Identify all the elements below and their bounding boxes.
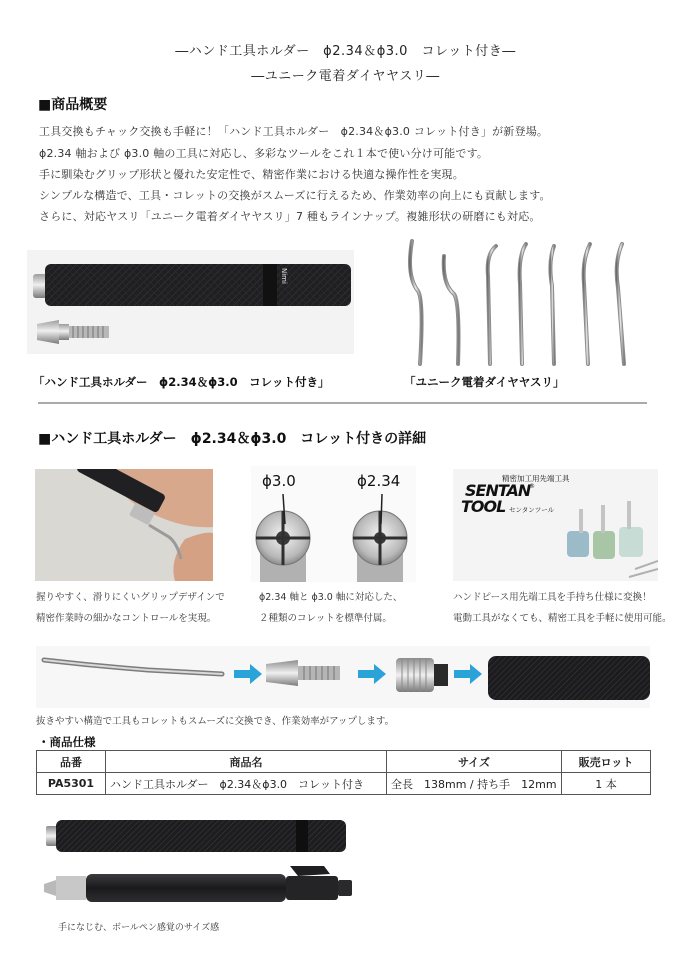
overview-line-3: 手に馴染むグリップ形状と優れた安定性で、精密作業における快適な操作性を実現。: [39, 168, 464, 181]
holder-photo: [27, 250, 354, 354]
flow-text: 抜きやすい構造で工具もコレットもスムーズに交換でき、作業効率がアップします。: [36, 716, 395, 727]
collet-label-3-0: ϕ3.0: [262, 472, 296, 490]
spec-col-size: サイズ: [387, 751, 562, 773]
overview-line-4: シンプルな構造で、工具・コレットの交換がスムーズに行えるため、作業効率の向上にも貢献します。: [39, 189, 551, 202]
overview-line-2: ϕ2.34 軸および ϕ3.0 軸の工具に対応し、多彩なツールをこれ１本で使い分け可能です。: [39, 147, 489, 160]
size-compare-photo: [40, 812, 360, 912]
sentan-text-2: 電動工具がなくても、精密工具を手軽に使用可能。: [453, 613, 672, 624]
spec-heading: ・商品仕様: [38, 735, 96, 749]
size-compare-caption: 手になじむ、ボールペン感覚のサイズ感: [58, 923, 220, 933]
collet-label-2-34: ϕ2.34: [357, 472, 401, 490]
overview-line-5: さらに、対応ヤスリ「ユニーク電着ダイヤヤスリ」7 種もラインナップ。複雑形状の研磨にも対応。: [39, 210, 541, 223]
table-row: [37, 773, 651, 795]
file-photo: [398, 236, 638, 366]
sentan-kana: センタンツール: [509, 506, 555, 514]
spec-cell-lot: 1 本: [562, 773, 651, 795]
spec-cell-product-name: ハンド工具ホルダー ϕ2.34＆ϕ3.0 コレット付き: [106, 773, 387, 795]
sentan-logo-line-2: TOOL: [461, 497, 506, 516]
section-divider: [38, 402, 647, 404]
spec-table-wrap: [36, 750, 651, 795]
sentan-top-label: 精密加工用先端工具: [502, 474, 570, 483]
spec-cell-part-no: PA5301: [37, 773, 106, 795]
sentan-photo: [453, 469, 658, 581]
collet-text-1: ϕ2.34 軸と ϕ3.0 軸に対応した、: [259, 592, 403, 603]
exchange-flow-photo: [36, 646, 650, 708]
overview-line-1: 工具交換もチャック交換も手軽に！「ハンド工具ホルダー ϕ2.34＆ϕ3.0 コレット付き」が新登場。: [39, 125, 549, 138]
spec-col-part-no: 品番: [37, 751, 106, 773]
grip-text-1: 握りやすく、滑りにくいグリップデザインで: [36, 592, 225, 603]
sentan-reg-mark: ®: [529, 483, 535, 490]
grip-photo: [35, 469, 213, 581]
spec-header-row: [37, 751, 651, 773]
sentan-text-1: ハンドピース用先端工具を手持ち仕様に変換！: [453, 592, 652, 603]
holder-brand: Nimi: [280, 268, 288, 284]
collet-photo: [251, 466, 416, 582]
overview-heading: ■商品概要: [38, 97, 108, 113]
page-title: ―ハンド工具ホルダー ϕ2.34＆ϕ3.0 コレット付き―: [175, 44, 516, 59]
spec-col-lot: 販売ロット: [562, 751, 651, 773]
holder-caption: 「ハンド工具ホルダー ϕ2.34＆ϕ3.0 コレット付き」: [33, 375, 330, 389]
spec-cell-size: 全長 138mm / 持ち手 12mm: [387, 773, 562, 795]
page-subtitle: ―ユニーク電着ダイヤヤスリ―: [251, 69, 440, 84]
spec-col-product-name: 商品名: [106, 751, 387, 773]
grip-text-2: 精密作業時の細かなコントロールを実現。: [36, 613, 217, 624]
spec-table: [36, 750, 651, 795]
details-heading: ■ハンド工具ホルダー ϕ2.34＆ϕ3.0 コレット付きの詳細: [38, 431, 427, 447]
sentan-logo-line-1: SENTAN: [465, 481, 531, 500]
file-caption: 「ユニーク電着ダイヤヤスリ」: [404, 375, 565, 389]
collet-text-2: ２種類のコレットを標準付属。: [259, 613, 392, 624]
